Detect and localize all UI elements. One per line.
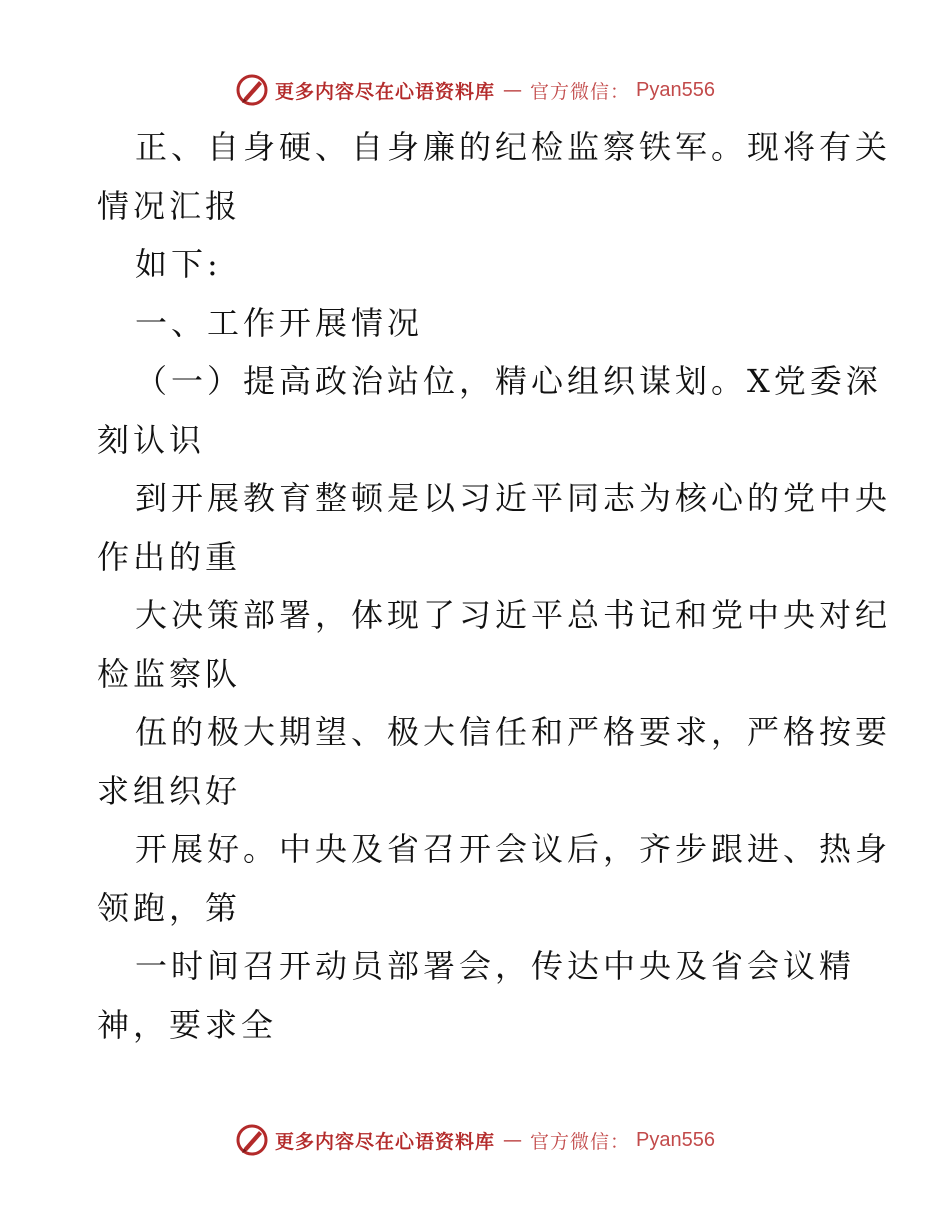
pen-logo-icon	[235, 1123, 269, 1157]
document-line: 情况汇报	[97, 186, 242, 225]
document-line: （一）提高政治站位，精心组织谋划。X党委深	[135, 362, 882, 400]
document-line: 如下:	[135, 245, 222, 283]
document-line: 神，要求全	[97, 1005, 278, 1044]
document-line: 大决策部署，体现了习近平总书记和党中央对纪	[135, 596, 892, 634]
pen-logo-icon	[235, 73, 269, 107]
footer-watermark	[0, 1120, 950, 1160]
watermark-dash: —	[503, 79, 523, 101]
document-line: 求组织好	[97, 771, 242, 810]
watermark-official-text: 官方微信：	[530, 80, 631, 103]
document-line: 正、自身硬、自身廉的纪检监察铁军。现将有关	[135, 128, 892, 166]
document-line: 刻认识	[97, 420, 206, 459]
document-line: 开展好。中央及省召开会议后，齐步跟进、热身	[135, 830, 892, 868]
watermark-brand-text: 更多内容尽在心语资料库	[275, 80, 496, 103]
document-line: 作出的重	[97, 537, 242, 576]
watermark-account-id: Pyan556	[636, 1128, 715, 1151]
document-line: 领跑，第	[97, 888, 242, 927]
document-line: 到开展教育整顿是以习近平同志为核心的党中央	[135, 479, 892, 517]
document-line: 检监察队	[97, 654, 242, 693]
watermark-account-id: Pyan556	[636, 78, 715, 101]
document-body	[97, 118, 892, 1054]
document-line: 一时间召开动员部署会，传达中央及省会议精	[135, 947, 856, 985]
document-line: 一、工作开展情况	[135, 303, 424, 342]
document-line: 伍的极大期望、极大信任和严格要求，严格按要	[135, 713, 892, 751]
watermark-dash: —	[503, 1129, 523, 1151]
watermark-official-text: 官方微信：	[530, 1130, 631, 1153]
watermark-brand-text: 更多内容尽在心语资料库	[275, 1130, 496, 1153]
header-watermark	[0, 70, 950, 110]
